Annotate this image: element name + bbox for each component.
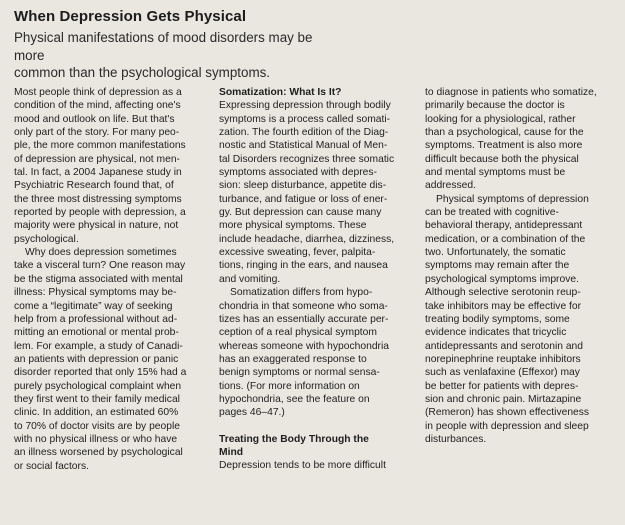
text-line: they first went to their family medical [14,393,180,405]
text-line: primarily because the doctor is [425,100,565,112]
text-line: (Remeron) has shown effectiveness [425,407,590,419]
text-line: such as venlafaxine (Effexor) may [425,367,580,379]
text-line: ple, the more common manifestations [14,140,186,152]
text-line: chondria in that someone who soma- [219,300,388,312]
text-line: norepinephrine reuptake inhibitors [425,353,581,365]
text-line: purely psychological complaint when [14,380,182,392]
text-line: evidence indicates that tricyclic [425,327,567,339]
column-1 [14,86,209,473]
deck-line: common than the psychological symptoms. [14,65,271,80]
text-line: clinic. In addition, an estimated 60% [14,407,179,419]
paragraph-gap [219,420,415,433]
text-line: reported by people with depression, a [14,207,186,219]
text-line: be the stigma associated with mental [14,273,183,285]
text-line: tal Disorders recognizes three somatic [219,153,395,165]
text-line: benign symptoms or normal sensa- [219,367,380,379]
text-line: of depression are physical, not men- [14,153,180,165]
text-line: the three most distressing symptoms [14,193,182,205]
text-line: tions, ringing in the ears, and nausea [219,260,388,272]
text-line: Somatization differs from hypo- [230,287,373,299]
subheading-treating: Treating the Body Through the [219,433,369,445]
text-line: take inhibitors may be effective for [425,300,582,312]
text-line: excessive sweating, fever, palpita- [219,247,376,259]
text-line: in people with depression and sleep [425,420,589,432]
subheading-somatization: Somatization: What Is It? [219,87,342,98]
deck-line: Physical manifestations of mood disorders may be more [14,30,313,63]
text-line: Psychiatric Research found that, of [14,180,174,192]
text-line: zation. The fourth edition of the Diag- [219,127,389,139]
text-line: with no physical illness or who have [14,433,178,445]
text-line: ception of a real physical symptom [219,327,377,339]
text-line: gy. But depression can cause many [219,207,382,219]
text-line: hypochondria, see the feature on [219,393,370,405]
text-line: include headache, diarrhea, dizziness, [219,233,395,245]
text-columns [14,86,620,473]
text-line: Most people think of depression as a [14,87,182,98]
text-line: Depression tends to be more difficult [219,460,386,472]
text-line: mitting an emotional or mental prob- [14,327,179,339]
text-line: difficult because both the physical [425,153,579,165]
text-line: looking for a physiological, rather [425,113,576,125]
article-title: When Depression Gets Physical [14,8,247,25]
text-line: tions. (For more information on [219,380,360,392]
text-line: lem. For example, a study of Canadi- [14,340,183,352]
text-line: can be treated with cognitive- [425,207,559,219]
text-line: two. Unfortunately, the somatic [425,247,566,259]
text-line: turbance, and fatigue or loss of ener- [219,193,388,205]
text-line: treating bodily symptoms, some [425,313,570,325]
text-line: Although selective serotonin reup- [425,287,581,299]
text-line: take a visceral turn? One reason may [14,260,186,272]
text-line: nostic and Statistical Manual of Men- [219,140,388,152]
column-3 [425,86,620,473]
text-line: Expressing depression through bodily [219,100,391,112]
text-line: Why does depression sometimes [25,247,177,259]
text-line: behavioral therapy, antidepressant [425,220,583,232]
text-line: condition of the mind, affecting one's [14,100,181,112]
text-line: tal. In fact, a 2004 Japanese study in [14,167,182,179]
subheading-treating: Mind [219,446,244,458]
text-line: medication, or a combination of the [425,233,586,245]
text-line: an patients with depression or panic [14,353,179,365]
text-line: help from a professional without ad- [14,313,178,325]
text-line: come a “legitimate” way of seeking [14,300,173,312]
text-line: has an exaggerated response to [219,353,367,365]
text-line: to diagnose in patients who somatize, [425,87,597,98]
text-line: illness: Physical symptoms may be- [14,287,177,299]
text-line: sion and chronic pain. Mirtazapine [425,393,582,405]
text-line: sion: sleep disturbance, appetite dis- [219,180,387,192]
text-line: and mental symptoms must be [425,167,566,179]
text-line: whereas someone with hypochondria [219,340,389,352]
text-line: psychological symptoms improve. [425,273,579,285]
text-line: to 70% of doctor visits are by people [14,420,180,432]
column-2 [219,86,415,473]
text-line: be better for patients with depres- [425,380,579,392]
text-line: Physical symptoms of depression [436,193,589,205]
text-line: antidepressants and serotonin and [425,340,583,352]
text-line: or social factors. [14,460,89,472]
text-line: symptoms associated with depres- [219,167,377,179]
text-line: psychological. [14,233,79,245]
text-line: disturbances. [425,433,487,445]
text-line: symptoms may remain after the [425,260,570,272]
text-line: only part of the story. For many peo- [14,127,180,139]
article-deck [14,29,334,82]
text-line: majority were physical in nature, not [14,220,179,232]
text-line: than a psychological, cause for the [425,127,584,139]
text-line: addressed. [425,180,476,192]
text-line: pages 46–47.) [219,407,285,419]
text-line: symptoms is a process called somati- [219,113,391,125]
text-line: and vomiting. [219,273,281,285]
text-line: symptoms. Treatment is also more [425,140,583,152]
text-line: mood and outlook on life. But that's [14,113,175,125]
text-line: disorder reported that only 15% had a [14,367,187,379]
text-line: an illness worsened by psychological [14,447,183,459]
text-line: more physical symptoms. These [219,220,367,232]
text-line: tizes has an essentially accurate per- [219,313,389,325]
